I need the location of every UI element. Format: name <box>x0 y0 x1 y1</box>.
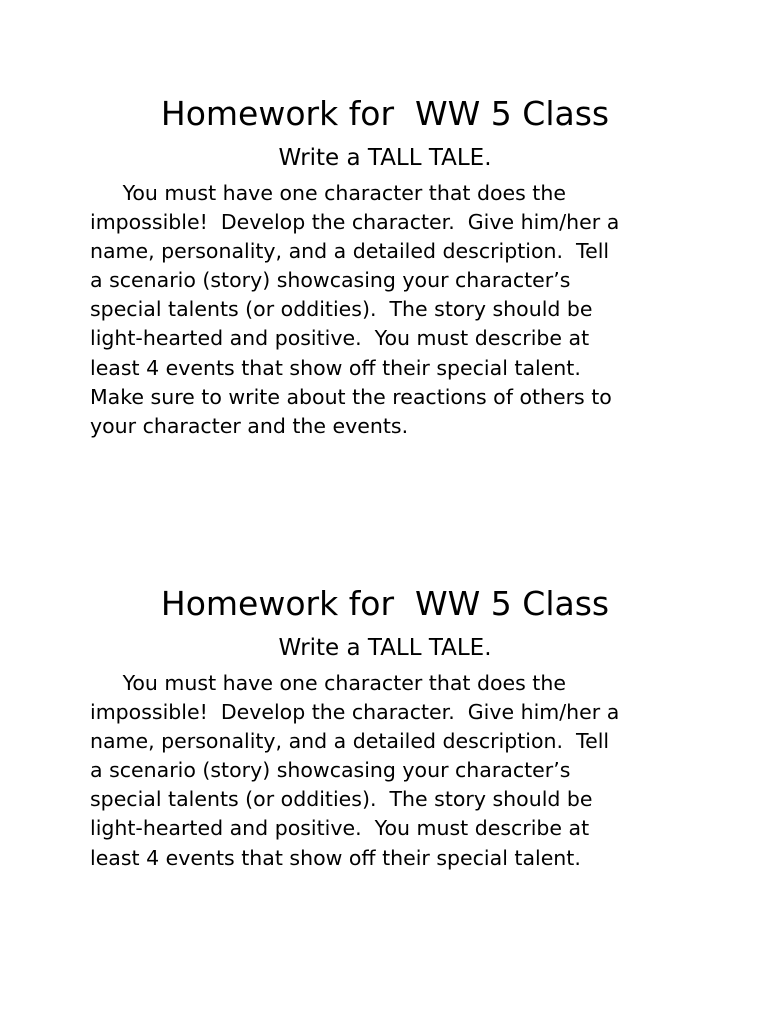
instructions-paragraph <box>90 669 680 873</box>
paragraph-line: impossible! Develop the character. Give him/her a <box>90 210 620 235</box>
section-subtitle: Write a TALL TALE. <box>278 635 492 661</box>
paragraph-line: Make sure to write about the reactions of others to <box>90 384 612 409</box>
paragraph-line: special talents (or oddities). The story should be <box>90 787 593 812</box>
paragraph-line: a scenario (story) showcasing your character’s <box>90 758 571 783</box>
paragraph-line: least 4 events that show off their special talent. <box>90 845 581 870</box>
section-title: Homework for WW 5 Class <box>160 584 610 623</box>
paragraph-line: special talents (or oddities). The story should be <box>90 297 593 322</box>
instructions-paragraph <box>90 179 680 441</box>
paragraph-line: light-hearted and positive. You must describe at <box>90 816 590 841</box>
paragraph-line: impossible! Develop the character. Give him/her a <box>90 700 620 725</box>
paragraph-line: name, personality, and a detailed description. Tell <box>90 239 610 264</box>
paragraph-line: your character and the events. <box>90 413 409 438</box>
homework-section-1 <box>90 92 680 441</box>
paragraph-line: light-hearted and positive. You must describe at <box>90 326 590 351</box>
section-title: Homework for WW 5 Class <box>160 94 610 133</box>
paragraph-line: name, personality, and a detailed description. Tell <box>90 729 610 754</box>
section-subtitle: Write a TALL TALE. <box>278 145 492 171</box>
paragraph-line: least 4 events that show off their special talent. <box>90 355 581 380</box>
paragraph-line: a scenario (story) showcasing your character’s <box>90 268 571 293</box>
homework-section-2 <box>90 582 680 873</box>
paragraph-line: You must have one character that does the <box>90 181 566 205</box>
paragraph-line: You must have one character that does the <box>90 671 566 695</box>
